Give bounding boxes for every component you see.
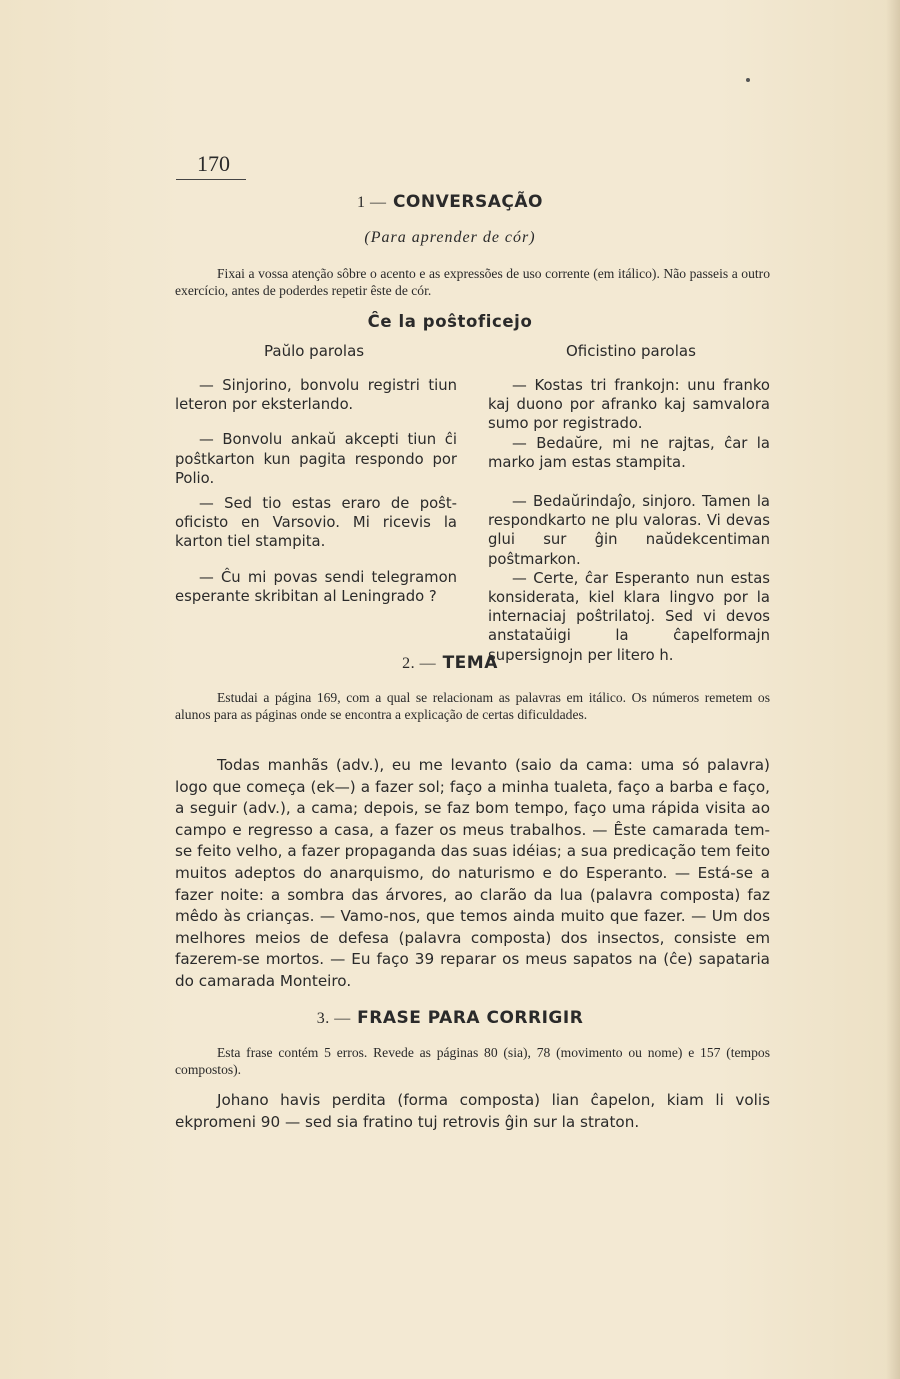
page-number-rule [176, 179, 246, 180]
dialogue-title: Ĉe la poŝtoficejo [367, 312, 533, 331]
section3-body [175, 1090, 770, 1133]
section1-heading [0, 192, 900, 212]
page-number: 170 [197, 151, 230, 176]
right-line-1: — Kostas tri frankojn: unu franko kaj duono por afranko kaj samvalora sumo por registrado. [488, 377, 770, 433]
ink-speck [746, 78, 750, 82]
left-dialogue-column [175, 376, 457, 606]
section1-intro: Fixai a vossa atenção sôbre o acento e as expressões de uso corrente (em itálico). Não passeis a outro exercício, antes de poderdes repetir êste de cór. [175, 266, 770, 298]
left-line-4: — Ĉu mi povas sendi telegramon esperante skribitan al Leningrado ? [175, 568, 457, 605]
section3-number: 3. — [316, 1010, 351, 1027]
section1-title: CONVERSAÇÃO [392, 192, 543, 212]
section2-heading [0, 653, 900, 673]
right-dialogue-column [488, 376, 770, 665]
section3-title: FRASE PARA CORRIGIR [357, 1008, 584, 1028]
section2-body [175, 755, 770, 993]
section2-body-text: Todas manhãs (adv.), eu me levanto (saio da cama: uma só palavra) logo que começa (ek—) a fazer sol; faço a minha tualeta, faço a barba e faço, a seguir (adv.), a cama; depois, se faz bom tempo, faço uma rápida visita ao campo e regresso a casa, a fazer os meus trabalhos. — Êste camarada tem-se feito velho, a fazer propaganda das suas idéias; a sua predicação tem feito muitos adeptos do anarquismo, do naturismo e do Esperanto. — Está-se a fazer noite: a sombra das árvores, ao clarão da lua (palavra composta) faz mêdo às crianças. — Vamo-nos, que temos ainda muito que fazer. — Um dos melhores meios de defesa (palavra composta) dos insectos, consiste em fazerem-se mortos. — Eu faço 39 reparar os meus sapatos na (ĉe) sapataria do camarada Monteiro. [175, 756, 770, 990]
section3-body-text: Johano havis perdita (forma composta) lian ĉapelon, kiam li volis ekpromeni 90 — sed sia fratino tuj retrovis ĝin sur la straton. [175, 1091, 770, 1131]
left-line-1: — Sinjorino, bonvolu registri tiun leteron por eksterlando. [175, 377, 457, 414]
section2-intro: Estudai a página 169, com a qual se relacionam as palavras em itálico. Os números remetem os alunos para as páginas onde se encontra a explicação de certas dificuldades. [175, 690, 770, 722]
right-line-3: — Bedaŭrindaĵo, sinjoro. Tamen la respondkarto ne plu valoras. Vi devas glui sur ĝin naŭdekcentiman poŝtmarkon. [488, 493, 770, 568]
right-line-4: — Certe, ĉar Esperanto nun estas konsiderata, kiel klara lingvo por la internaciaj poŝtrilatoj. Sed vi devos anstataŭigi la ĉapelformajn supersignojn per litero h. [488, 569, 770, 664]
right-line-2: — Bedaŭre, mi ne rajtas, ĉar la marko jam estas stampita. [488, 434, 770, 471]
section1-subtitle: (Para aprender de cór) [364, 229, 536, 246]
section2-number: 2. — [402, 655, 437, 672]
section3-intro: Esta frase contém 5 erros. Revede as páginas 80 (sia), 78 (movimento ou nome) e 157 (tempos compostos). [175, 1045, 770, 1077]
section3-heading [0, 1008, 900, 1028]
left-column-header: Paŭlo parolas [264, 342, 365, 360]
right-column-header: Oficistino parolas [566, 342, 696, 360]
section1-number: 1 — [357, 194, 387, 211]
left-line-2: — Bonvolu ankaŭ akcepti tiun ĉi poŝtkarton kun pagita respondo por Polio. [175, 431, 457, 487]
left-line-3: — Sed tio estas eraro de poŝt-oficisto en Varsovio. Mi ricevis la karton tiel stampita. [175, 495, 457, 551]
section2-title: TEMA [442, 653, 498, 673]
